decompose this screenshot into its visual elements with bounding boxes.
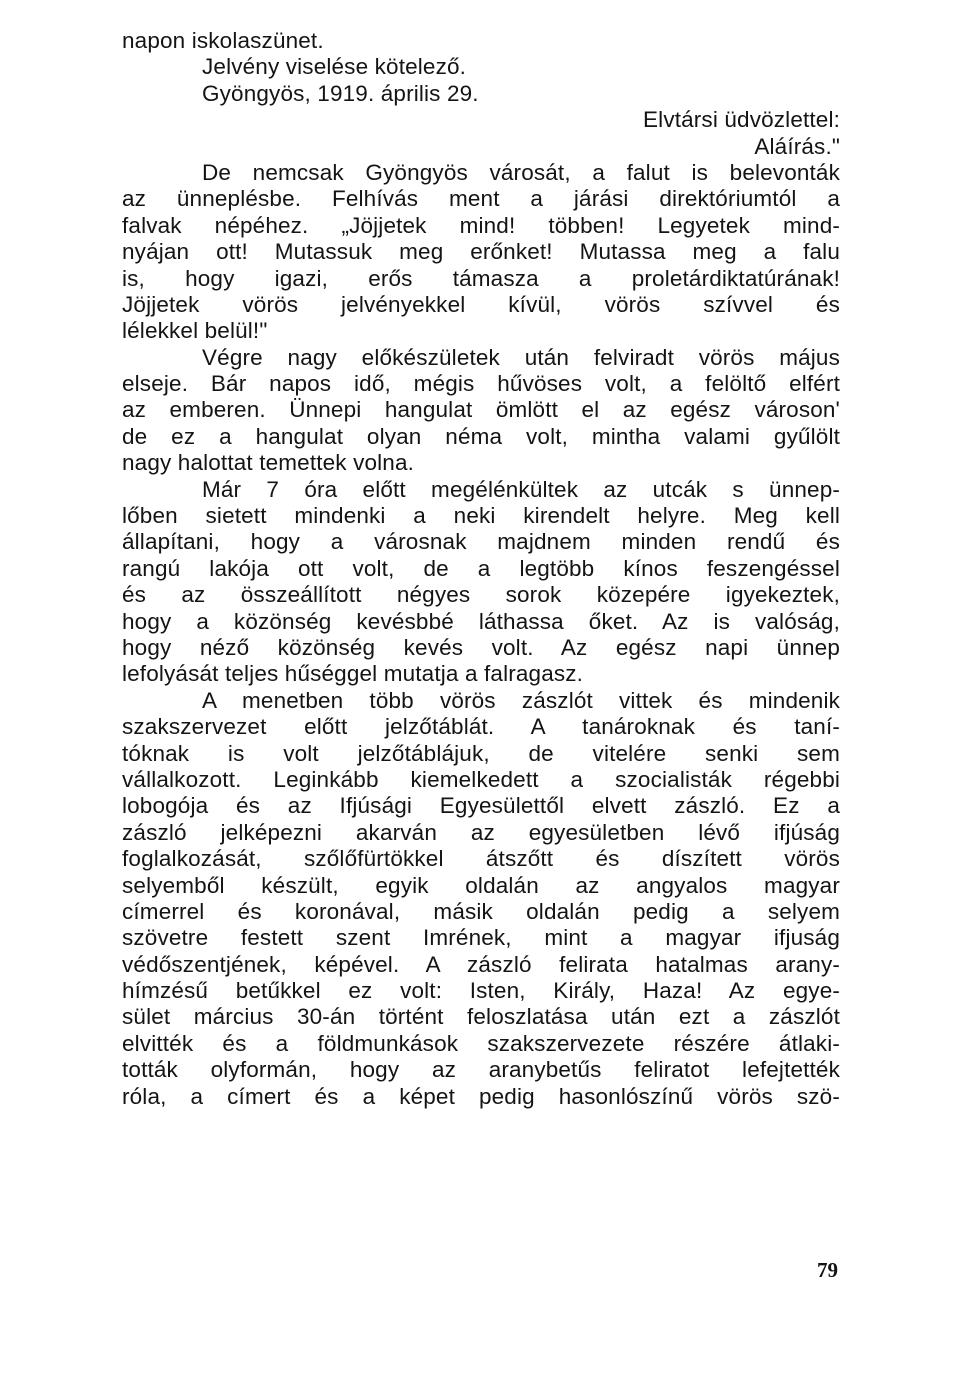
- text-line: vállalkozott. Leginkább kiemelkedett a szocialisták régebbi: [122, 766, 840, 792]
- text-line: A menetben több vörös zászlót vittek és mindenik: [202, 687, 840, 713]
- text-line: Jöjjetek vörös jelvényekkel kívül, vörös szívvel és: [122, 291, 840, 317]
- text-line: De nemcsak Gyöngyös városát, a falut is belevonták: [202, 159, 840, 185]
- text-line: lefolyását teljes hűséggel mutatja a falragasz.: [122, 661, 584, 687]
- text-line: is, hogy igazi, erős támasza a proletárdiktatúrának!: [122, 265, 840, 291]
- text-line: napon iskolaszünet.: [122, 28, 324, 53]
- text-line: hogy néző közönség kevés volt. Az egész napi ünnep: [122, 634, 840, 660]
- text-line: címerrel és koronával, másik oldalán pedig a selyem: [122, 898, 840, 924]
- text-line: védőszentjének, képével. A zászló felirata hatalmas arany-: [122, 951, 840, 977]
- text-line: és az összeállított négyes sorok közepére igyekeztek,: [122, 582, 840, 608]
- text-line: rangú lakója ott volt, de a legtöbb kínos feszengéssel: [122, 555, 840, 581]
- body-text: [122, 28, 840, 1110]
- text-line: falvak népéhez. „Jöjjetek mind! többen! Legyetek mind-: [122, 212, 840, 238]
- text-line: Gyöngyös, 1919. április 29.: [202, 80, 479, 106]
- text-line: foglalkozását, szőlőfürtökkel átszőtt és díszített vörös: [122, 846, 840, 872]
- text-line: állapítani, hogy a városnak majdnem minden rendű és: [122, 529, 840, 555]
- text-line: nagy halottat temettek volna.: [122, 450, 415, 476]
- text-line: de ez a hangulat olyan néma volt, mintha valami gyűlölt: [122, 423, 840, 449]
- text-line: elvitték és a földmunkások szakszervezete részére átlaki-: [122, 1030, 840, 1056]
- text-line: lélekkel belül!": [122, 318, 268, 344]
- text-line: tották olyformán, hogy az aranybetűs feliratot lefejtették: [122, 1057, 840, 1083]
- text-line: tóknak is volt jelzőtáblájuk, de vitelére senki sem: [122, 740, 840, 766]
- text-line: Már 7 óra előtt megélénkültek az utcák s ünnep-: [202, 476, 840, 502]
- text-line: hogy a közönség kevésbbé láthassa őket. Az is valóság,: [122, 608, 840, 634]
- text-line: Aláírás.": [754, 133, 840, 159]
- text-line: róla, a címert és a képet pedig hasonlószínű vörös szö-: [122, 1083, 840, 1109]
- text-line: Jelvény viselése kötelező.: [202, 54, 467, 80]
- text-line: lobogója és az Ifjúsági Egyesülettől elvett zászló. Ez a: [122, 793, 840, 819]
- text-line: elseje. Bár napos idő, mégis hűvöses volt, a felöltő elfért: [122, 371, 840, 397]
- text-line: selyemből készült, egyik oldalán az angyalos magyar: [122, 872, 840, 898]
- text-line: Végre nagy előkészületek után felviradt vörös május: [202, 344, 840, 370]
- text-line: szakszervezet előtt jelzőtáblát. A tanároknak és taní-: [122, 714, 840, 740]
- text-line: nyájan ott! Mutassuk meg erőnket! Mutassa meg a falu: [122, 239, 840, 265]
- text-line: Elvtársi üdvözlettel:: [643, 107, 840, 133]
- text-line: hímzésű betűkkel ez volt: Isten, Király, Haza! Az egye-: [122, 978, 840, 1004]
- text-line: lőben sietett mindenki a neki kirendelt helyre. Meg kell: [122, 503, 840, 529]
- text-line: szövetre festett szent Imrének, mint a magyar ifjuság: [122, 925, 840, 951]
- text-line: az ünneplésbe. Felhívás ment a járási direktóriumtól a: [122, 186, 840, 212]
- text-line: zászló jelképezni akarván az egyesületben lévő ifjúság: [122, 819, 840, 845]
- text-line: sület március 30-án történt feloszlatása után ezt a zászlót: [122, 1004, 840, 1030]
- page-number: 79: [817, 1258, 838, 1282]
- text-line: az emberen. Ünnepi hangulat ömlött el az egész városon': [122, 397, 840, 423]
